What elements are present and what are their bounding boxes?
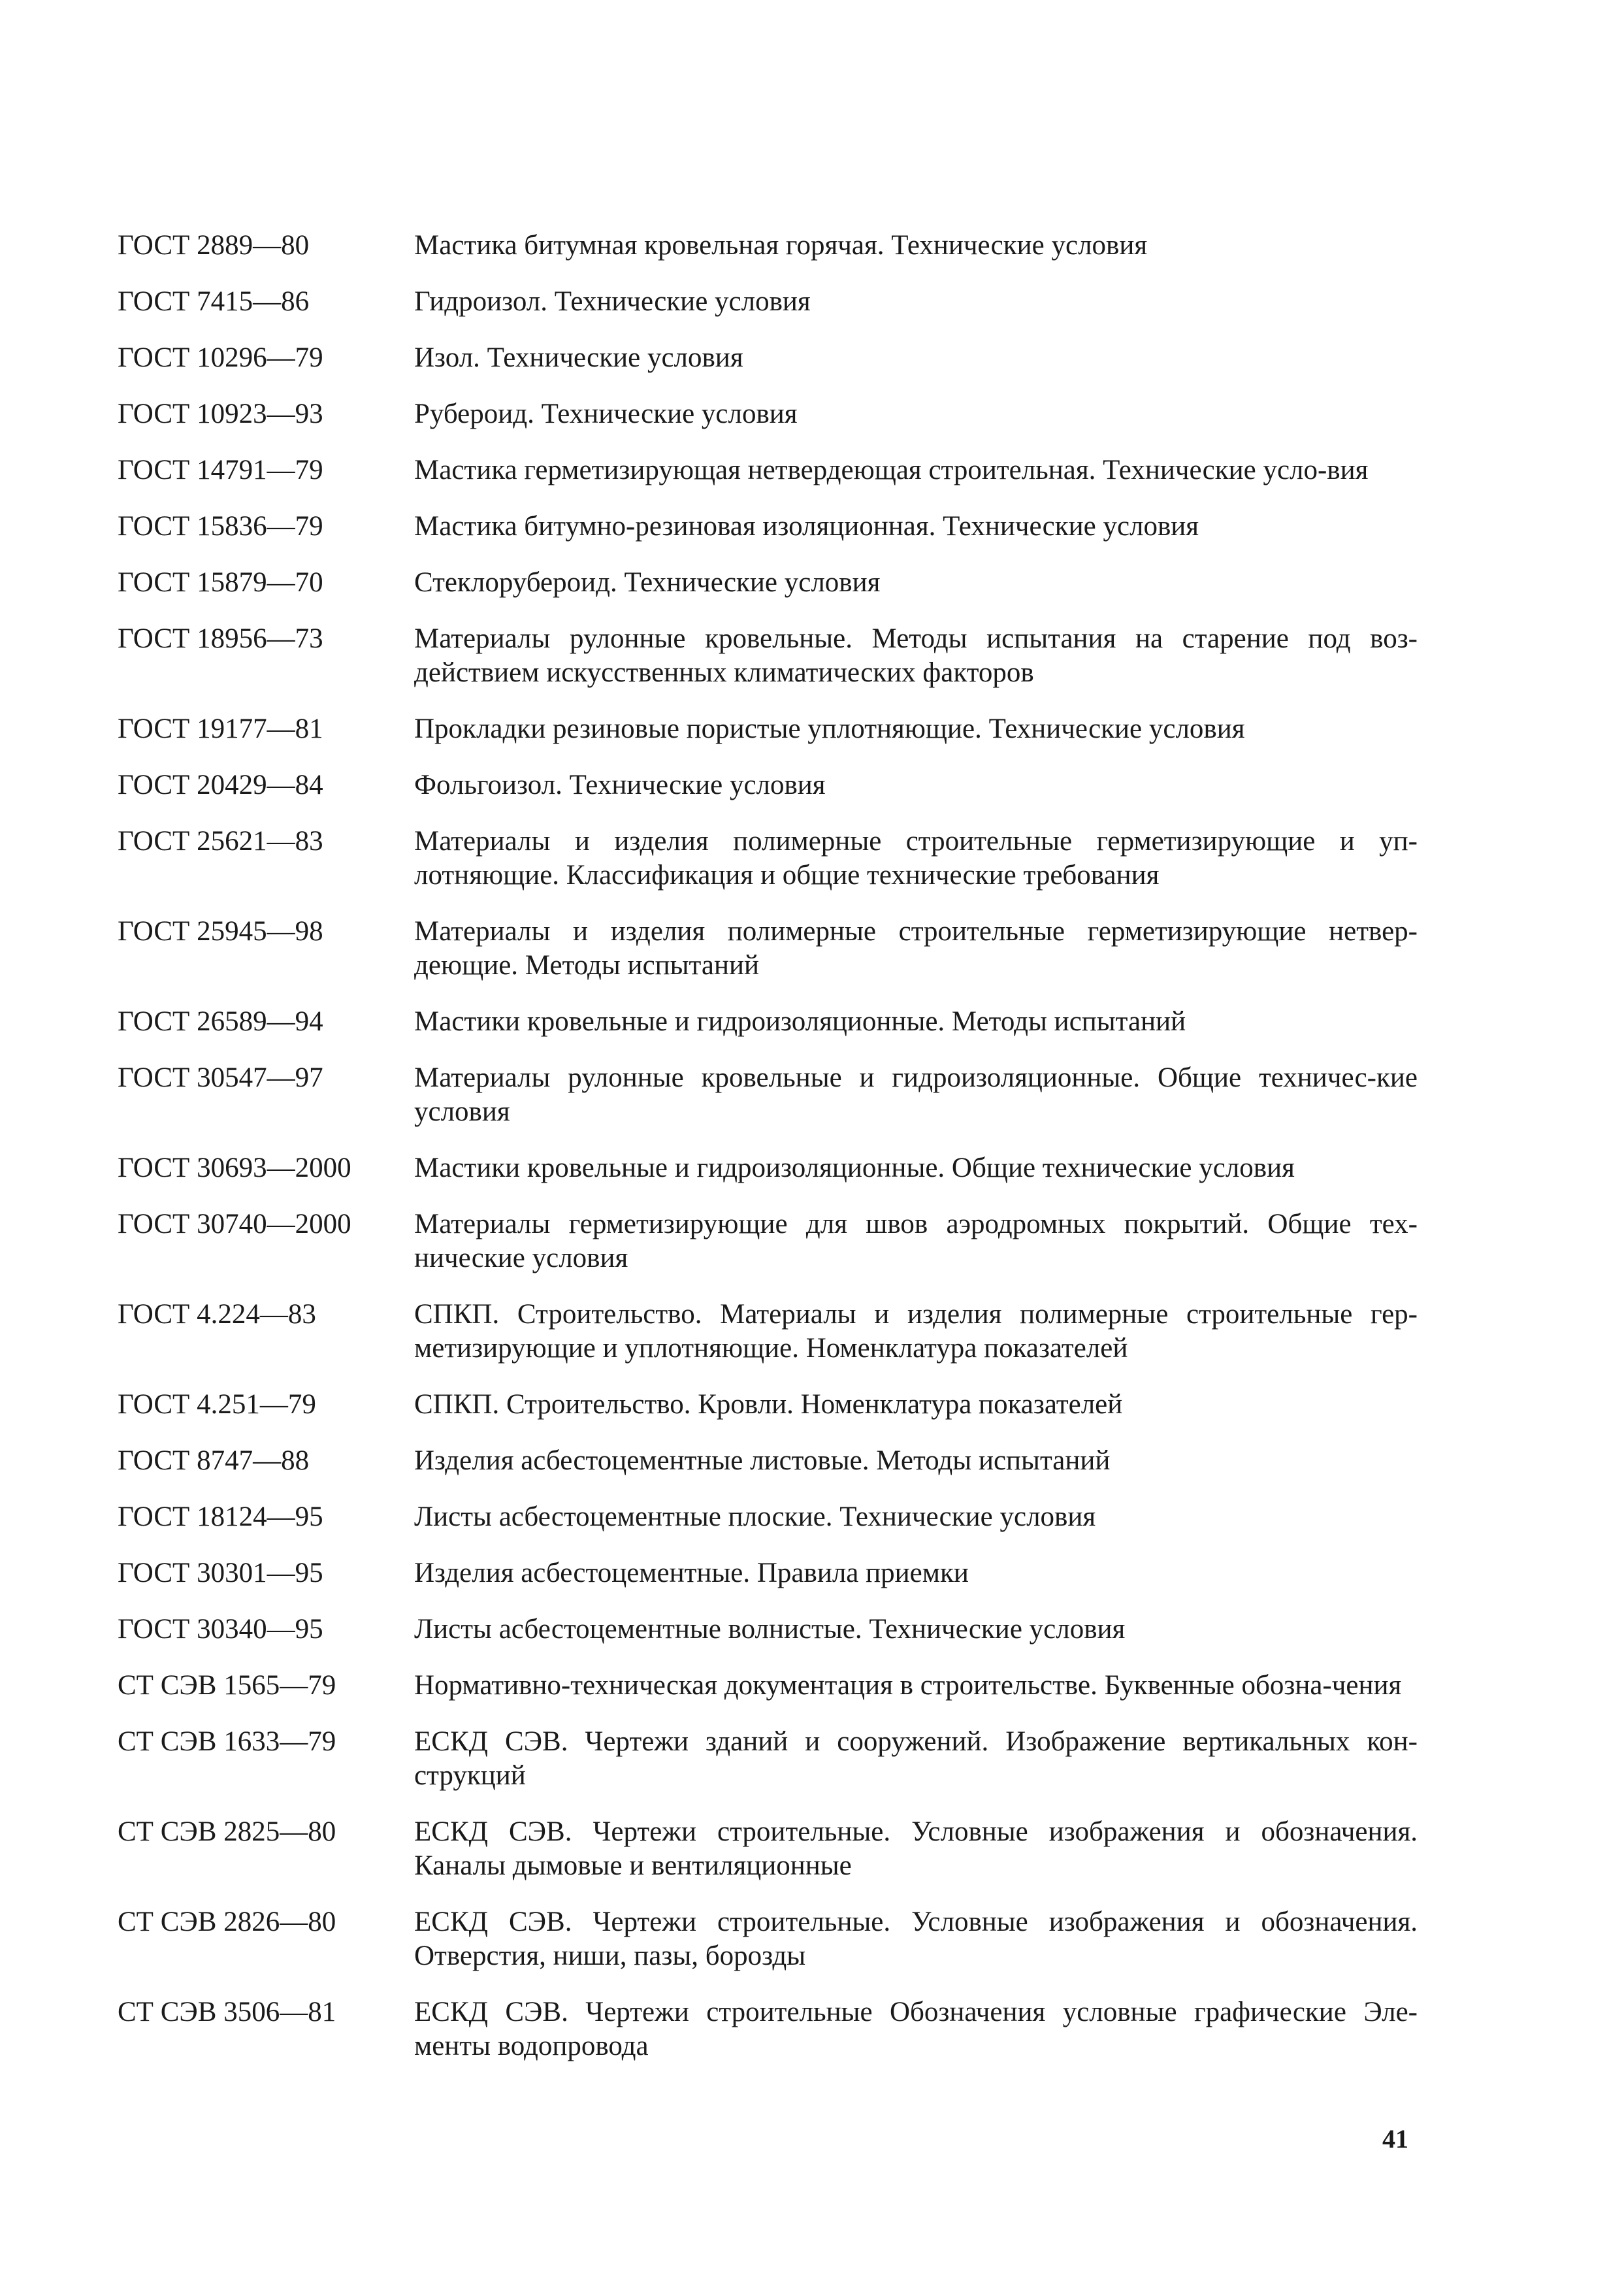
- reference-title: Рубероид. Технические условия: [414, 399, 798, 429]
- reference-code: ГОСТ 30693—2000: [118, 1153, 351, 1183]
- reference-title: Мастика герметизирующая нетвердеющая строительная. Технические усло-вия: [414, 455, 1369, 485]
- reference-row: [118, 1005, 1418, 1039]
- reference-code: ГОСТ 2889—80: [118, 230, 310, 261]
- reference-row: [118, 1061, 1418, 1129]
- reference-title: Мастики кровельные и гидроизоляционные. Общие технические условия: [414, 1153, 1295, 1183]
- reference-code: ГОСТ 10296—79: [118, 342, 323, 373]
- reference-row: [118, 341, 1418, 375]
- reference-code: СТ СЭВ 1633—79: [118, 1726, 336, 1757]
- reference-row: [118, 622, 1418, 690]
- reference-row: [118, 1444, 1418, 1478]
- reference-title: Листы асбестоцементные плоские. Технические условия: [414, 1501, 1096, 1532]
- reference-code: СТ СЭВ 3506—81: [118, 1997, 336, 2027]
- reference-code: ГОСТ 7415—86: [118, 286, 310, 317]
- reference-title: Материалы герметизирующие для швов аэродромных покрытий. Общие тех-нические условия: [414, 1209, 1418, 1273]
- reference-code: ГОСТ 30547—97: [118, 1062, 323, 1093]
- reference-code: ГОСТ 30340—95: [118, 1614, 323, 1645]
- reference-title: ЕСКД СЭВ. Чертежи строительные. Условные изображения и обозначения. Отверстия, ниши, пазы, борозды: [414, 1907, 1418, 1971]
- reference-row: [118, 510, 1418, 544]
- reference-title: Мастики кровельные и гидроизоляционные. Методы испытаний: [414, 1006, 1186, 1037]
- reference-code: ГОСТ 4.251—79: [118, 1389, 316, 1420]
- reference-title: Материалы и изделия полимерные строительные герметизирующие нетвер-деющие. Методы испытаний: [414, 916, 1418, 981]
- reference-row: [118, 1725, 1418, 1793]
- reference-code: ГОСТ 8747—88: [118, 1445, 310, 1476]
- reference-code: ГОСТ 30301—95: [118, 1558, 323, 1588]
- reference-row: [118, 1388, 1418, 1422]
- reference-row: [118, 1815, 1418, 1883]
- normative-references-list: [118, 229, 1418, 2086]
- reference-code: ГОСТ 18124—95: [118, 1501, 323, 1532]
- reference-code: ГОСТ 14791—79: [118, 455, 323, 485]
- reference-code: ГОСТ 20429—84: [118, 770, 323, 800]
- reference-title: ЕСКД СЭВ. Чертежи зданий и сооружений. Изображение вертикальных кон-струкций: [414, 1726, 1418, 1791]
- reference-row: [118, 453, 1418, 487]
- reference-row: [118, 285, 1418, 319]
- reference-row: [118, 1500, 1418, 1534]
- reference-code: ГОСТ 26589—94: [118, 1006, 323, 1037]
- reference-title: Листы асбестоцементные волнистые. Технические условия: [414, 1614, 1126, 1645]
- reference-title: ЕСКД СЭВ. Чертежи строительные Обозначения условные графические Эле-менты водопровода: [414, 1997, 1418, 2061]
- reference-code: ГОСТ 15879—70: [118, 567, 323, 598]
- reference-title: Нормативно-техническая документация в строительстве. Буквенные обозна-чения: [414, 1670, 1402, 1701]
- reference-row: [118, 768, 1418, 802]
- reference-row: [118, 1298, 1418, 1366]
- reference-code: СТ СЭВ 1565—79: [118, 1670, 336, 1701]
- reference-row: [118, 1207, 1418, 1275]
- reference-title: Изделия асбестоцементные листовые. Методы испытаний: [414, 1445, 1111, 1476]
- reference-row: [118, 1556, 1418, 1590]
- reference-row: [118, 1669, 1418, 1703]
- reference-title: Прокладки резиновые пористые уплотняющие. Технические условия: [414, 713, 1245, 744]
- reference-code: ГОСТ 15836—79: [118, 511, 323, 542]
- reference-code: ГОСТ 18956—73: [118, 623, 323, 654]
- reference-title: Стеклорубероид. Технические условия: [414, 567, 881, 598]
- reference-title: Изол. Технические условия: [414, 342, 743, 373]
- reference-row: [118, 1151, 1418, 1185]
- reference-title: Мастика битумная кровельная горячая. Технические условия: [414, 230, 1148, 261]
- reference-row: [118, 229, 1418, 263]
- reference-title: Гидроизол. Технические условия: [414, 286, 811, 317]
- reference-title: Материалы и изделия полимерные строительные герметизирующие и уп-лотняющие. Классификация и общие технические требования: [414, 826, 1418, 891]
- reference-row: [118, 712, 1418, 746]
- reference-row: [118, 825, 1418, 893]
- reference-title: Изделия асбестоцементные. Правила приемки: [414, 1558, 969, 1588]
- reference-row: [118, 566, 1418, 600]
- reference-row: [118, 915, 1418, 983]
- page-number: 41: [1382, 2124, 1408, 2154]
- reference-row: [118, 1905, 1418, 1973]
- reference-code: СТ СЭВ 2826—80: [118, 1907, 336, 1937]
- reference-title: ЕСКД СЭВ. Чертежи строительные. Условные изображения и обозначения. Каналы дымовые и вентиляционные: [414, 1816, 1418, 1881]
- reference-title: Материалы рулонные кровельные и гидроизоляционные. Общие техничес-кие условия: [414, 1062, 1418, 1127]
- reference-code: ГОСТ 25945—98: [118, 916, 323, 947]
- reference-code: ГОСТ 25621—83: [118, 826, 323, 857]
- reference-title: Материалы рулонные кровельные. Методы испытания на старение под воз-действием искусственных климатических факторов: [414, 623, 1418, 688]
- reference-title: СПКП. Строительство. Кровли. Номенклатура показателей: [414, 1389, 1123, 1420]
- reference-code: СТ СЭВ 2825—80: [118, 1816, 336, 1847]
- reference-row: [118, 397, 1418, 431]
- reference-code: ГОСТ 19177—81: [118, 713, 323, 744]
- reference-code: ГОСТ 4.224—83: [118, 1299, 316, 1330]
- reference-row: [118, 1613, 1418, 1647]
- reference-title: Мастика битумно-резиновая изоляционная. Технические условия: [414, 511, 1199, 542]
- reference-title: СПКП. Строительство. Материалы и изделия полимерные строительные гер-метизирующие и уплотняющие. Номенклатура показателей: [414, 1299, 1418, 1364]
- reference-title: Фольгоизол. Технические условия: [414, 770, 826, 800]
- reference-code: ГОСТ 30740—2000: [118, 1209, 351, 1239]
- reference-code: ГОСТ 10923—93: [118, 399, 323, 429]
- reference-row: [118, 1995, 1418, 2063]
